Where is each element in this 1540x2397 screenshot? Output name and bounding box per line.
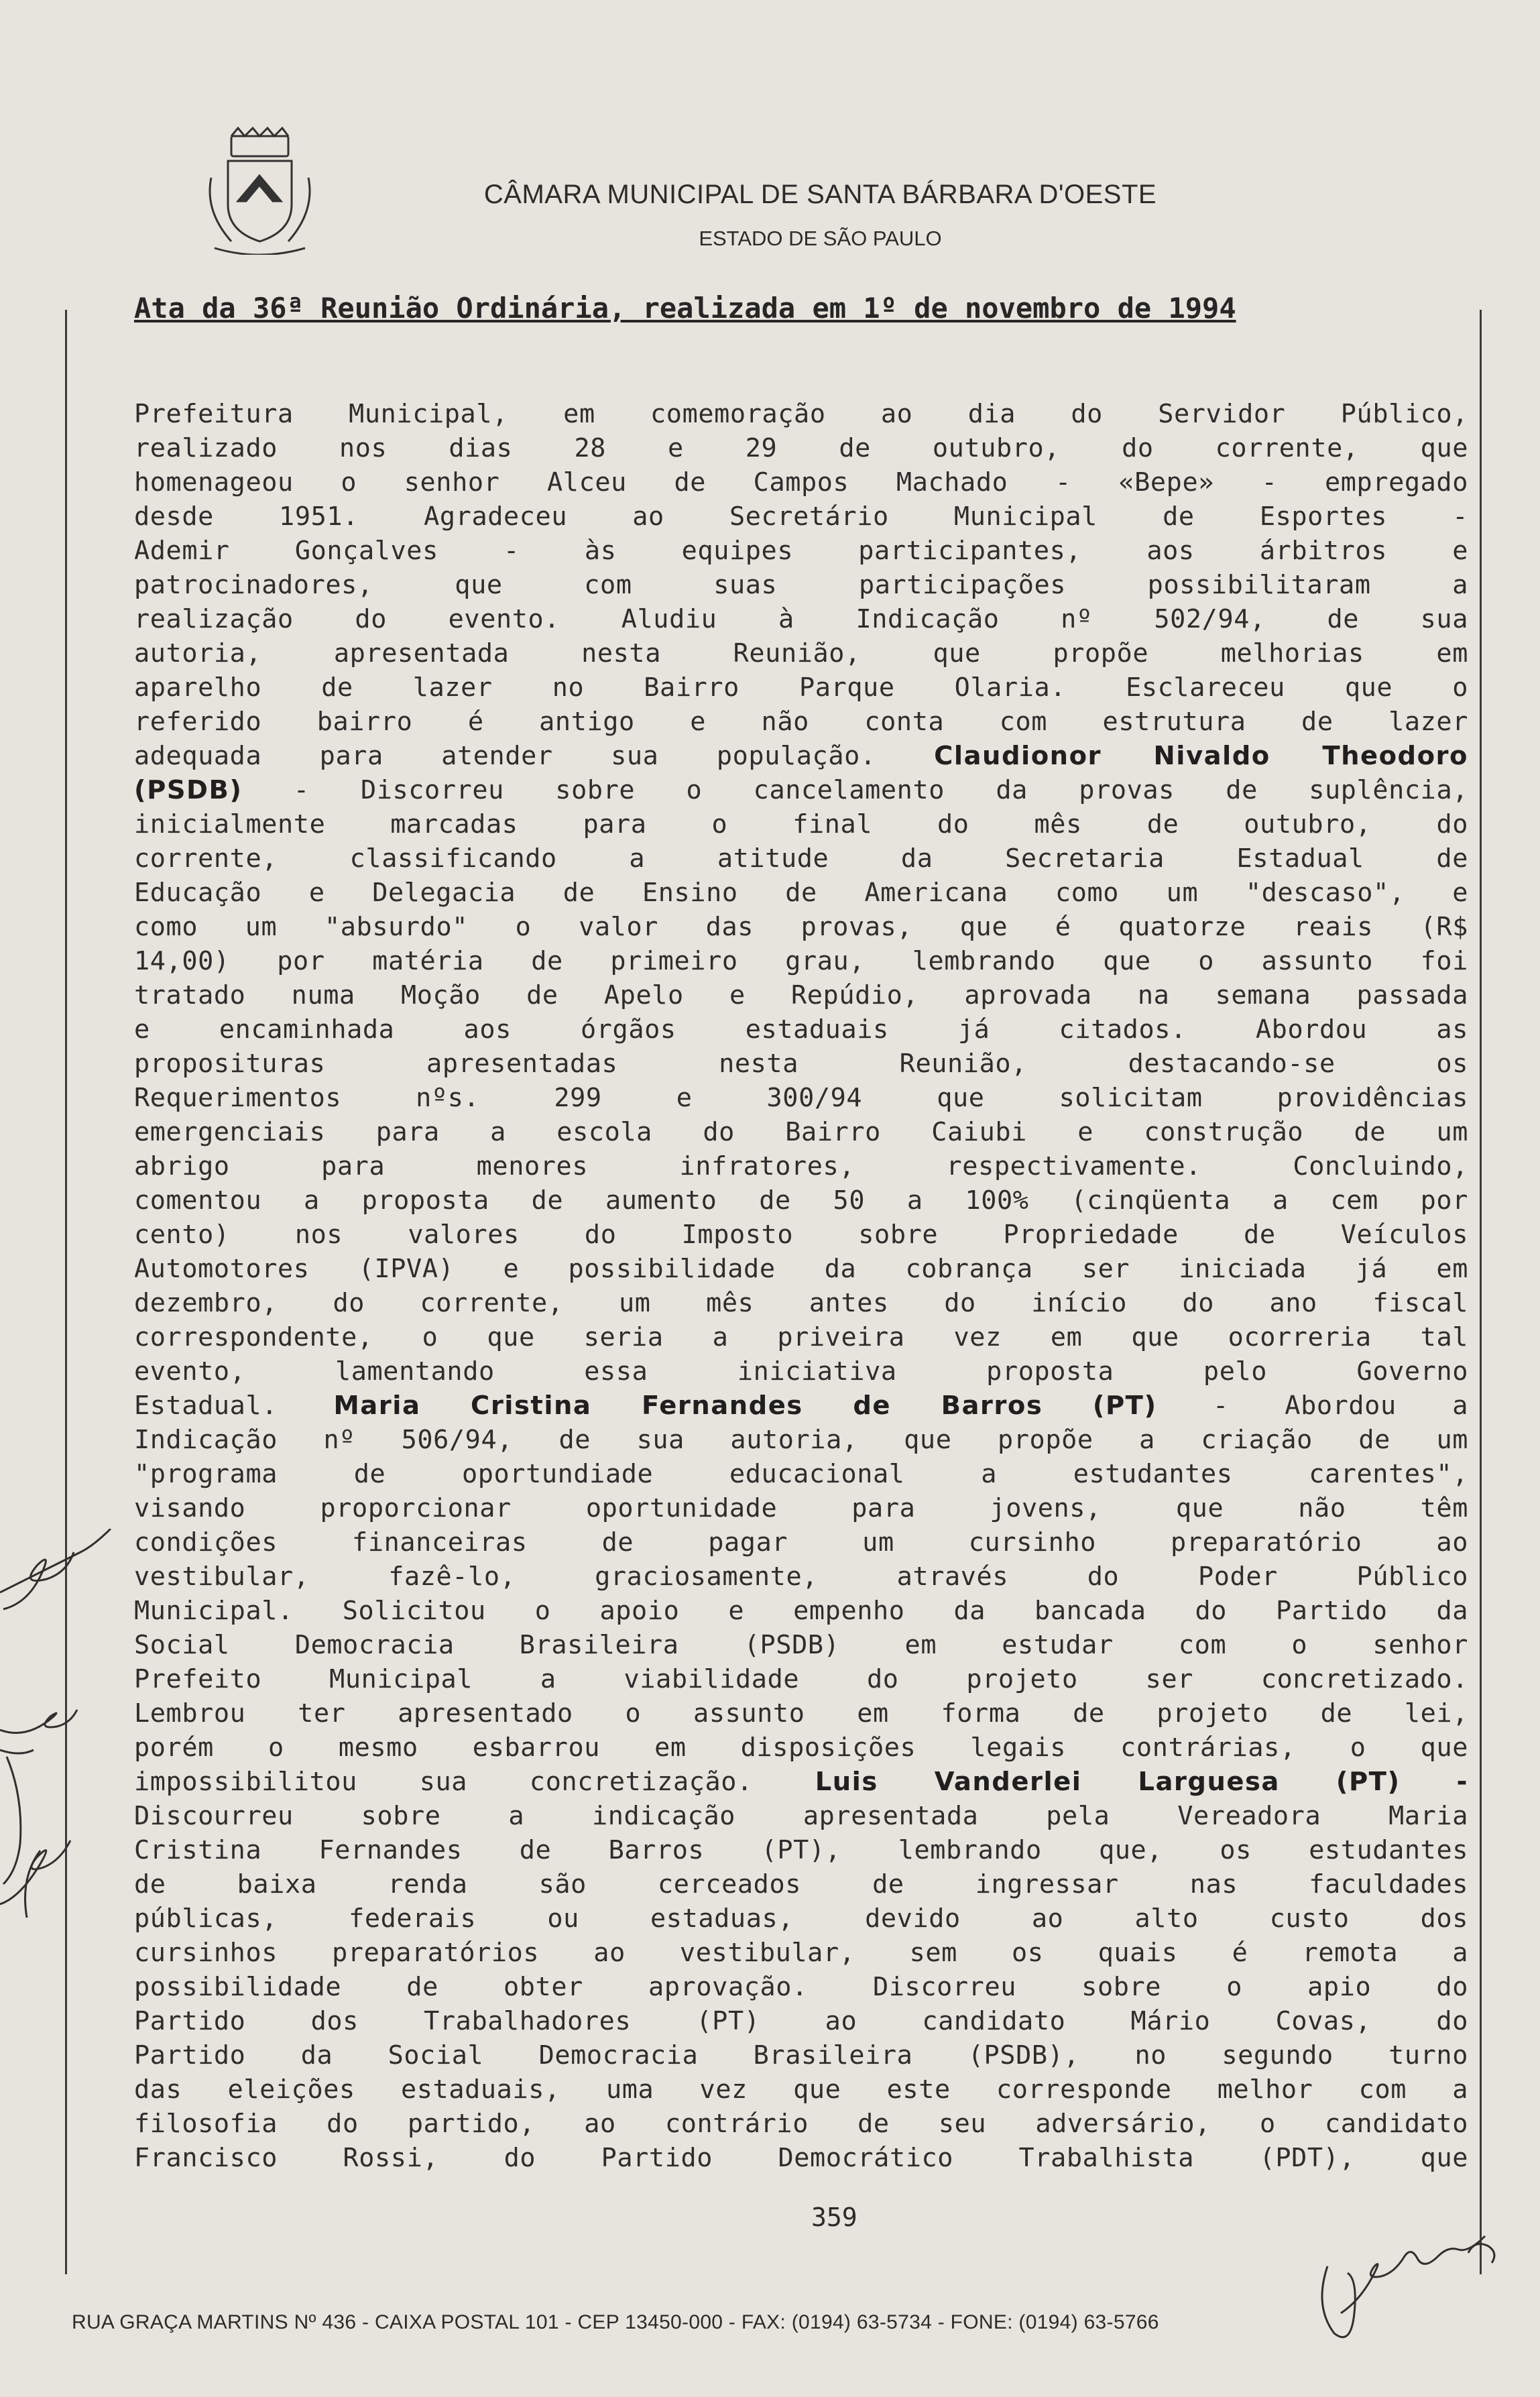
- right-margin-rule: [1480, 310, 1482, 2274]
- text-line: [134, 1491, 1468, 1525]
- line-text: corrente, classificando a atitude da Secretaria Estadual de: [134, 843, 1468, 874]
- line-text: comentou a proposta de aumento de 50 a 100% (cinqüenta a cem por: [134, 1185, 1468, 1216]
- line-text: evento, lamentando essa iniciativa proposta pelo Governo: [134, 1356, 1468, 1387]
- line-text: Prefeitura Municipal, em comemoração ao dia do Servidor Público,: [134, 399, 1468, 429]
- line-text: Indicação nº 506/94, de sua autoria, que propõe a criação de um: [134, 1425, 1468, 1455]
- text-line: [134, 1560, 1468, 1594]
- line-text: realização do evento. Aludiu à Indicação nº 502/94, de sua: [134, 604, 1468, 634]
- line-text: realizado nos dias 28 e 29 de outubro, do corrente, que: [134, 433, 1468, 463]
- line-text: cursinhos preparatórios ao vestibular, sem os quais é remota a: [134, 1938, 1468, 1968]
- line-text: possibilidade de obter aprovação. Discorreu sobre o apio do: [134, 1972, 1468, 2002]
- text-line: [134, 397, 1468, 431]
- line-text: Discourreu sobre a indicação apresentada pela Vereadora Maria: [134, 1801, 1468, 1831]
- line-text: Prefeito Municipal a viabilidade do projeto ser concretizado.: [134, 1664, 1468, 1694]
- text-line: [134, 1799, 1468, 1833]
- line-text: tratado numa Moção de Apelo e Repúdio, aprovada na semana passada: [134, 980, 1468, 1010]
- line-text: Estadual.: [134, 1391, 278, 1421]
- text-line: [134, 1218, 1468, 1252]
- text-line: [134, 1081, 1468, 1115]
- text-line: [134, 876, 1468, 910]
- text-line: [134, 636, 1468, 670]
- text-line: [134, 1970, 1468, 2004]
- text-line: [134, 1662, 1468, 1696]
- text-line: [134, 431, 1468, 465]
- line-text: "programa de oportundiade educacional a estudantes carentes",: [134, 1459, 1468, 1489]
- line-text: Lembrou ter apresentado o assunto em forma de projeto de lei,: [134, 1698, 1468, 1729]
- line-text: condições financeiras de pagar um cursinho preparatório ao: [134, 1527, 1468, 1558]
- institution-name: CÂMARA MUNICIPAL DE SANTA BÁRBARA D'OESTE: [483, 180, 1157, 209]
- line-text: correspondente, o que seria a priveira vez em que ocorreria tal: [134, 1322, 1468, 1352]
- line-text: porém o mesmo esbarrou em disposições legais contrárias, o que: [134, 1733, 1468, 1763]
- line-text: aparelho de lazer no Bairro Parque Olaria. Esclareceu que o: [134, 673, 1468, 703]
- speaker-name: Maria Cristina Fernandes de Barros (PT): [333, 1391, 1157, 1421]
- text-line: [134, 1902, 1468, 1936]
- text-line: [134, 500, 1468, 534]
- speaker-name: (PSDB): [134, 775, 243, 805]
- state-name: ESTADO DE SÃO PAULO: [699, 227, 942, 250]
- text-line: [134, 1354, 1468, 1389]
- line-text: Partido da Social Democracia Brasileira (PSDB), no segundo turno: [134, 2040, 1468, 2070]
- page-number: 359: [811, 2203, 857, 2232]
- text-line: [134, 1628, 1468, 1662]
- line-text: e encaminhada aos órgãos estaduais já citados. Abordou as: [134, 1014, 1468, 1045]
- text-line: [134, 978, 1468, 1012]
- line-text: inicialmente marcadas para o final do mês de outubro, do: [134, 809, 1468, 839]
- text-line: [134, 670, 1468, 705]
- text-line: [134, 568, 1468, 602]
- text-line: [134, 1252, 1468, 1286]
- line-text: vestibular, fazê-lo, graciosamente, através do Poder Público: [134, 1562, 1468, 1592]
- text-line: [134, 807, 1468, 841]
- line-text: impossibilitou sua concretização.: [134, 1767, 753, 1797]
- text-line: [134, 1320, 1468, 1354]
- line-text: Cristina Fernandes de Barros (PT), lembrando que, os estudantes: [134, 1835, 1468, 1865]
- line-text: abrigo para menores infratores, respectivamente. Concluindo,: [134, 1151, 1468, 1181]
- line-text: - Discorreu sobre o cancelamento da provas de suplência,: [293, 775, 1469, 805]
- line-text: Municipal. Solicitou o apoio e empenho da bancada do Partido da: [134, 1596, 1468, 1626]
- text-line: [134, 2004, 1468, 2038]
- line-text: autoria, apresentada nesta Reunião, que propõe melhorias em: [134, 638, 1468, 668]
- speaker-name: Claudionor Nivaldo Theodoro: [934, 741, 1468, 771]
- text-line: [134, 1389, 1468, 1423]
- text-line: [134, 1115, 1468, 1149]
- text-line: [134, 1936, 1468, 1970]
- line-text: visando proporcionar oportunidade para jovens, que não têm: [134, 1493, 1468, 1523]
- text-line: [134, 841, 1468, 876]
- line-text: emergenciais para a escola do Bairro Caiubi e construção de um: [134, 1117, 1468, 1147]
- text-line: [134, 2141, 1468, 2175]
- text-line: [134, 910, 1468, 944]
- line-text: adequada para atender sua população.: [134, 741, 876, 771]
- line-text: filosofia do partido, ao contrário de seu adversário, o candidato: [134, 2109, 1468, 2139]
- line-text: cento) nos valores do Imposto sobre Propriedade de Veículos: [134, 1220, 1468, 1250]
- footer-signature: [1314, 2226, 1515, 2347]
- line-text: como um "absurdo" o valor das provas, que é quatorze reais (R$: [134, 912, 1468, 942]
- text-line: [134, 773, 1468, 807]
- line-text: homenageou o senhor Alceu de Campos Machado - «Bepe» - empregado: [134, 467, 1468, 498]
- line-text: 14,00) por matéria de primeiro grau, lembrando que o assunto foi: [134, 946, 1468, 976]
- text-line: [134, 2038, 1468, 2072]
- text-line: [134, 602, 1468, 636]
- line-text: de baixa renda são cerceados de ingressar nas faculdades: [134, 1869, 1468, 1899]
- minutes-body: [134, 397, 1468, 2175]
- footer-address: RUA GRAÇA MARTINS Nº 436 - CAIXA POSTAL 101 - CEP 13450-000 - FAX: (0194) 63-5734 - FONE: (0194) 63-5766: [72, 2311, 1159, 2333]
- text-line: [134, 944, 1468, 978]
- text-line: [134, 1286, 1468, 1320]
- text-line: [134, 1183, 1468, 1218]
- line-text: Francisco Rossi, do Partido Democrático Trabalhista (PDT), que: [134, 2143, 1468, 2173]
- line-text: Requerimentos nºs. 299 e 300/94 que solicitam providências: [134, 1083, 1468, 1113]
- line-text: patrocinadores, que com suas participações possibilitaram a: [134, 570, 1468, 600]
- line-text: proposituras apresentadas nesta Reunião, destacando-se os: [134, 1049, 1468, 1079]
- text-line: [134, 1594, 1468, 1628]
- line-text: desde 1951. Agradeceu ao Secretário Municipal de Esportes -: [134, 502, 1468, 532]
- text-line: [134, 1047, 1468, 1081]
- line-text: Partido dos Trabalhadores (PT) ao candidato Mário Covas, do: [134, 2006, 1468, 2036]
- text-line: [134, 1833, 1468, 1867]
- text-line: [134, 1012, 1468, 1047]
- line-text: das eleições estaduais, uma vez que este corresponde melhor com a: [134, 2074, 1468, 2105]
- line-tail: - Abordou a: [1213, 1391, 1468, 1421]
- text-line: [134, 1149, 1468, 1183]
- text-line: [134, 534, 1468, 568]
- line-text: referido bairro é antigo e não conta com estrutura de lazer: [134, 707, 1468, 737]
- margin-signatures: [0, 1529, 127, 2011]
- line-text: dezembro, do corrente, um mês antes do início do ano fiscal: [134, 1288, 1468, 1318]
- text-line: [134, 2072, 1468, 2107]
- text-line: [134, 1457, 1468, 1491]
- text-line: [134, 465, 1468, 500]
- text-line: [134, 1423, 1468, 1457]
- text-line: [134, 705, 1468, 739]
- line-text: Social Democracia Brasileira (PSDB) em estudar com o senhor: [134, 1630, 1468, 1660]
- line-text: Ademir Gonçalves - às equipes participantes, aos árbitros e: [134, 536, 1468, 566]
- text-line: [134, 1765, 1468, 1799]
- line-text: Automotores (IPVA) e possibilidade da cobrança ser iniciada já em: [134, 1254, 1468, 1284]
- text-line: [134, 1696, 1468, 1731]
- text-line: [134, 2107, 1468, 2141]
- line-text: públicas, federais ou estaduas, devido ao alto custo dos: [134, 1904, 1468, 1934]
- text-line: [134, 1731, 1468, 1765]
- speaker-name: Luis Vanderlei Larguesa (PT) -: [815, 1767, 1468, 1797]
- line-text: Educação e Delegacia de Ensino de Americana como um "descaso", e: [134, 878, 1468, 908]
- document-title: Ata da 36ª Reunião Ordinária, realizada em 1º de novembro de 1994: [134, 292, 1236, 325]
- text-line: [134, 739, 1468, 773]
- text-line: [134, 1525, 1468, 1560]
- text-line: [134, 1867, 1468, 1902]
